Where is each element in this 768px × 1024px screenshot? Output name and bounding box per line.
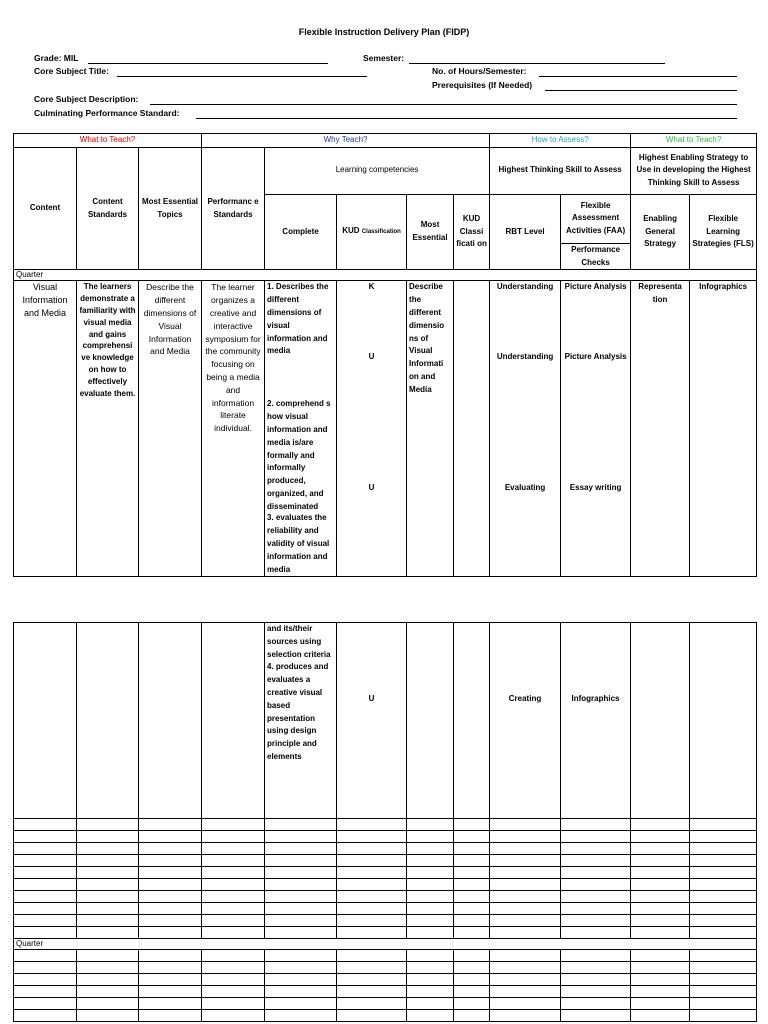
- blank-cell: [265, 974, 337, 986]
- blank-cell: [690, 903, 757, 915]
- blank-cell: [77, 879, 139, 891]
- blank-cell: [454, 831, 490, 843]
- blank-cell: [407, 950, 454, 962]
- fidp-table-1: [13, 133, 757, 577]
- blank-cell: [407, 891, 454, 903]
- blank-cell: [631, 867, 690, 879]
- blank-cell: [690, 843, 757, 855]
- blank-cell: [631, 855, 690, 867]
- blank-cell: [77, 915, 139, 927]
- essential-topics-cell: Describe the different dimensions of Visual Information and Media: [139, 281, 202, 577]
- blank-cell: [454, 903, 490, 915]
- fls-header: Flexible Learning Strategies (FLS): [690, 194, 757, 270]
- blank-cell: [139, 867, 202, 879]
- blank-cell: [77, 855, 139, 867]
- rbt-level-header: RBT Level: [490, 194, 561, 270]
- blank-cell: [490, 831, 561, 843]
- blank-cell: [337, 819, 407, 831]
- essential-topics-cell-2: [139, 623, 202, 819]
- blank-cell: [139, 974, 202, 986]
- blank-cell: [631, 903, 690, 915]
- blank-cell: [407, 879, 454, 891]
- blank-row: [14, 998, 757, 1010]
- blank-cell: [14, 867, 77, 879]
- blank-cell: [202, 974, 265, 986]
- blank-cell: [631, 843, 690, 855]
- blank-cell: [337, 1010, 407, 1022]
- blank-cell: [690, 986, 757, 998]
- enabling-cell-2: [631, 623, 690, 819]
- faa-3: Essay writing: [569, 483, 622, 493]
- blank-cell: [407, 962, 454, 974]
- blank-cell: [690, 867, 757, 879]
- blank-cell: [202, 927, 265, 939]
- blank-cell: [139, 819, 202, 831]
- content-standards-cell-2: [77, 623, 139, 819]
- blank-row: [14, 891, 757, 903]
- prereq-line[interactable]: [545, 90, 737, 91]
- blank-cell: [454, 819, 490, 831]
- fls-cell-2: [690, 623, 757, 819]
- faa-4: Infographics: [561, 623, 631, 819]
- hours-line[interactable]: [539, 76, 737, 77]
- blank-cell: [14, 891, 77, 903]
- blank-cell: [690, 879, 757, 891]
- core-subject-title-label: Core Subject Title:: [34, 66, 109, 76]
- blank-cell: [139, 903, 202, 915]
- performance-standards-header: Performanc e Standards: [202, 147, 265, 270]
- blank-cell: [139, 855, 202, 867]
- blank-cell: [407, 831, 454, 843]
- blank-cell: [265, 962, 337, 974]
- blank-cell: [561, 891, 631, 903]
- blank-cell: [265, 986, 337, 998]
- blank-cell: [690, 855, 757, 867]
- blank-cell: [690, 950, 757, 962]
- blank-cell: [490, 1010, 561, 1022]
- blank-cell: [202, 962, 265, 974]
- enabling-general-header: Enabling General Strategy: [631, 194, 690, 270]
- blank-cell: [14, 819, 77, 831]
- blank-cell: [454, 974, 490, 986]
- blank-cell: [77, 962, 139, 974]
- performance-standards-cell: The learner organizes a creative and interactive symposium for the community focusing on being a media and information literate individual.: [202, 281, 265, 577]
- blank-cell: [631, 879, 690, 891]
- blank-cell: [690, 831, 757, 843]
- rbt-1: Understanding: [496, 282, 554, 292]
- grade-line: [88, 63, 328, 64]
- blank-row: [14, 950, 757, 962]
- blank-cell: [139, 831, 202, 843]
- blank-cell: [561, 867, 631, 879]
- blank-cell: [337, 867, 407, 879]
- blank-row: [14, 986, 757, 998]
- blank-cell: [265, 915, 337, 927]
- blank-cell: [337, 998, 407, 1010]
- blank-cell: [265, 855, 337, 867]
- blank-cell: [690, 962, 757, 974]
- blank-cell: [14, 962, 77, 974]
- quarter-row-2: [14, 939, 757, 950]
- how-to-assess-header: How to Assess?: [490, 134, 631, 148]
- blank-cell: [490, 962, 561, 974]
- blank-cell: [631, 927, 690, 939]
- blank-cell: [407, 927, 454, 939]
- blank-cell: [202, 879, 265, 891]
- blank-cell: [454, 891, 490, 903]
- learning-competencies-header: Learning competencies: [265, 147, 490, 194]
- rbt-3: Evaluating: [504, 483, 546, 493]
- rbt-2: Understanding: [496, 352, 554, 362]
- kud-classification-header-2: KUD Classi ficati on: [454, 194, 490, 270]
- blank-cell: [454, 843, 490, 855]
- blank-cell: [561, 927, 631, 939]
- blank-cell: [265, 950, 337, 962]
- kud-2: U: [368, 352, 375, 362]
- blank-cell: [407, 843, 454, 855]
- document-title: Flexible Instruction Delivery Plan (FIDP): [298, 27, 470, 37]
- blank-cell: [202, 1010, 265, 1022]
- blank-cell: [14, 855, 77, 867]
- blank-cell: [490, 843, 561, 855]
- blank-cell: [14, 927, 77, 939]
- blank-cell: [407, 903, 454, 915]
- rbt-4: Creating: [490, 623, 561, 819]
- blank-cell: [561, 950, 631, 962]
- blank-row: [14, 962, 757, 974]
- competency-3: 3. evaluates the reliability and validity of visual information and media: [267, 513, 330, 574]
- description-label: Core Subject Description:: [34, 94, 139, 104]
- blank-cell: [202, 903, 265, 915]
- blank-cell: [337, 915, 407, 927]
- content-cell-2: [14, 623, 77, 819]
- blank-cell: [631, 950, 690, 962]
- most-essential-header: Most Essential: [407, 194, 454, 270]
- blank-cell: [265, 927, 337, 939]
- blank-cell: [265, 831, 337, 843]
- blank-row: [14, 974, 757, 986]
- competencies-cell: [265, 281, 337, 577]
- blank-cell: [202, 998, 265, 1010]
- faa-cell: [561, 281, 631, 577]
- blank-cell: [561, 843, 631, 855]
- blank-cell: [454, 915, 490, 927]
- blank-cell: [77, 998, 139, 1010]
- blank-cell: [561, 879, 631, 891]
- blank-cell: [77, 927, 139, 939]
- blank-cell: [202, 915, 265, 927]
- semester-label: Semester:: [363, 53, 405, 63]
- blank-cell: [139, 986, 202, 998]
- fidp-table-2: [13, 622, 757, 1022]
- blank-cell: [561, 986, 631, 998]
- faa-header: Flexible Assessment Activities (FAA): [561, 194, 631, 243]
- performance-checks-header: Performance Checks: [561, 243, 631, 270]
- blank-cell: [202, 891, 265, 903]
- blank-cell: [265, 879, 337, 891]
- faa-2: Picture Analysis: [564, 352, 627, 362]
- blank-row: [14, 927, 757, 939]
- blank-cell: [139, 950, 202, 962]
- kud-4: U: [337, 623, 407, 819]
- blank-cell: [14, 950, 77, 962]
- blank-cell: [407, 819, 454, 831]
- blank-cell: [77, 891, 139, 903]
- blank-cell: [14, 879, 77, 891]
- blank-cell: [690, 927, 757, 939]
- blank-cell: [490, 927, 561, 939]
- blank-cell: [77, 819, 139, 831]
- blank-row: [14, 831, 757, 843]
- hours-label: No. of Hours/Semester:: [432, 66, 527, 76]
- blank-cell: [454, 879, 490, 891]
- blank-cell: [139, 1010, 202, 1022]
- most-essential-cell-2: [407, 623, 454, 819]
- kud-classification-cell-2: [454, 623, 490, 819]
- blank-cell: [202, 831, 265, 843]
- content-header: Content: [14, 147, 77, 270]
- blank-cell: [14, 1010, 77, 1022]
- competency-1: 1. Describes the different dimensions of visual information and media: [267, 282, 329, 356]
- blank-cell: [202, 867, 265, 879]
- blank-cell: [139, 891, 202, 903]
- highest-thinking-header: Highest Thinking Skill to Assess: [490, 147, 631, 194]
- blank-cell: [561, 831, 631, 843]
- blank-cell: [454, 962, 490, 974]
- blank-cell: [407, 915, 454, 927]
- most-essential-cell: Describe the different dimensio ns of Visual Informati on and Media: [407, 281, 454, 577]
- blank-cell: [490, 855, 561, 867]
- blank-cell: [77, 986, 139, 998]
- blank-cell: [77, 843, 139, 855]
- kud-cell: [337, 281, 407, 577]
- essential-topics-header: Most Essential Topics: [139, 147, 202, 270]
- kud-classification-header: KUD Classification: [337, 194, 407, 270]
- blank-cell: [407, 974, 454, 986]
- blank-cell: [14, 903, 77, 915]
- blank-cell: [454, 867, 490, 879]
- faa-1: Picture Analysis: [564, 282, 627, 292]
- blank-cell: [454, 986, 490, 998]
- culminating-line[interactable]: [196, 118, 737, 119]
- blank-cell: [407, 1010, 454, 1022]
- blank-cell: [139, 998, 202, 1010]
- blank-cell: [561, 1010, 631, 1022]
- blank-cell: [690, 819, 757, 831]
- blank-cell: [77, 831, 139, 843]
- quarter-label: Quarter: [14, 270, 757, 281]
- blank-cell: [690, 915, 757, 927]
- quarter-label-2: Quarter: [14, 939, 757, 950]
- blank-cell: [490, 819, 561, 831]
- blank-cell: [265, 867, 337, 879]
- blank-cell: [407, 855, 454, 867]
- blank-cell: [14, 986, 77, 998]
- blank-cell: [490, 915, 561, 927]
- blank-row: [14, 819, 757, 831]
- why-teach-header: Why Teach?: [202, 134, 490, 148]
- what-to-teach-header-2: What to Teach?: [631, 134, 757, 148]
- blank-cell: [139, 915, 202, 927]
- blank-cell: [631, 819, 690, 831]
- blank-cell: [561, 903, 631, 915]
- blank-cell: [14, 998, 77, 1010]
- blank-cell: [77, 950, 139, 962]
- blank-cell: [139, 879, 202, 891]
- content-standards-header: Content Standards: [77, 147, 139, 270]
- prereq-label: Prerequisites (If Needed): [432, 80, 533, 90]
- blank-cell: [202, 819, 265, 831]
- blank-cell: [690, 974, 757, 986]
- blank-cell: [631, 891, 690, 903]
- blank-cell: [561, 974, 631, 986]
- blank-cell: [77, 974, 139, 986]
- competency-4: 4. produces and evaluates a creative visual based presentation using design principle and elements: [267, 662, 329, 761]
- blank-cell: [337, 843, 407, 855]
- blank-cell: [202, 843, 265, 855]
- blank-cell: [265, 903, 337, 915]
- blank-cell: [337, 831, 407, 843]
- blank-cell: [490, 998, 561, 1010]
- blank-cell: [407, 986, 454, 998]
- blank-cell: [202, 950, 265, 962]
- blank-cell: [490, 986, 561, 998]
- blank-cell: [561, 855, 631, 867]
- content-standards-cell: The learners demonstrate a familiarity with visual media and gains comprehensi ve knowledge on how to effectively evaluate them.: [77, 281, 139, 577]
- blank-row: [14, 903, 757, 915]
- blank-cell: [337, 879, 407, 891]
- fls-cell: Infographics: [690, 281, 757, 577]
- blank-cell: [14, 843, 77, 855]
- blank-cell: [265, 1010, 337, 1022]
- blank-cell: [265, 998, 337, 1010]
- kud-1: K: [368, 282, 375, 292]
- rbt-cell: [490, 281, 561, 577]
- enabling-cell: Representa tion: [631, 281, 690, 577]
- blank-cell: [561, 998, 631, 1010]
- blank-cell: [265, 819, 337, 831]
- what-to-teach-header: What to Teach?: [14, 134, 202, 148]
- blank-row: [14, 879, 757, 891]
- blank-cell: [265, 891, 337, 903]
- blank-cell: [407, 998, 454, 1010]
- blank-cell: [202, 855, 265, 867]
- competency-2: 2. comprehend s how visual information and media is/are formally and informally produced, organized, and disseminated: [267, 399, 331, 511]
- blank-cell: [337, 891, 407, 903]
- competencies-cell-2: [265, 623, 337, 819]
- semester-line[interactable]: [409, 63, 665, 64]
- blank-cell: [337, 950, 407, 962]
- blank-cell: [265, 843, 337, 855]
- blank-cell: [631, 986, 690, 998]
- blank-cell: [690, 998, 757, 1010]
- blank-cell: [561, 962, 631, 974]
- core-subject-title-line[interactable]: [117, 76, 367, 77]
- blank-row: [14, 843, 757, 855]
- blank-cell: [337, 974, 407, 986]
- performance-standards-cell-2: [202, 623, 265, 819]
- description-line[interactable]: [150, 104, 737, 105]
- blank-cell: [631, 962, 690, 974]
- blank-cell: [337, 986, 407, 998]
- blank-cell: [337, 927, 407, 939]
- kud-classification-cell: [454, 281, 490, 577]
- blank-cell: [337, 855, 407, 867]
- blank-cell: [631, 831, 690, 843]
- competency-3-cont: and its/their sources using selection criteria: [267, 624, 331, 659]
- blank-row: [14, 855, 757, 867]
- blank-cell: [690, 891, 757, 903]
- content-cell: Visual Information and Media: [14, 281, 77, 577]
- blank-row: [14, 915, 757, 927]
- blank-cell: [77, 867, 139, 879]
- complete-header: Complete: [265, 194, 337, 270]
- blank-cell: [454, 1010, 490, 1022]
- blank-cell: [490, 903, 561, 915]
- blank-cell: [337, 962, 407, 974]
- blank-cell: [561, 819, 631, 831]
- blank-cell: [139, 927, 202, 939]
- blank-cell: [490, 867, 561, 879]
- blank-cell: [454, 950, 490, 962]
- blank-cell: [490, 879, 561, 891]
- blank-row: [14, 1010, 757, 1022]
- blank-cell: [490, 974, 561, 986]
- blank-cell: [690, 1010, 757, 1022]
- blank-cell: [202, 986, 265, 998]
- blank-cell: [631, 974, 690, 986]
- blank-cell: [454, 998, 490, 1010]
- blank-cell: [139, 962, 202, 974]
- blank-cell: [454, 927, 490, 939]
- blank-row: [14, 867, 757, 879]
- blank-cell: [490, 950, 561, 962]
- kud-3: U: [368, 483, 375, 493]
- blank-cell: [631, 998, 690, 1010]
- blank-cell: [14, 974, 77, 986]
- blank-cell: [561, 915, 631, 927]
- blank-cell: [490, 891, 561, 903]
- blank-cell: [77, 1010, 139, 1022]
- blank-cell: [631, 1010, 690, 1022]
- blank-cell: [14, 831, 77, 843]
- blank-cell: [454, 855, 490, 867]
- blank-cell: [77, 903, 139, 915]
- blank-cell: [337, 903, 407, 915]
- culminating-label: Culminating Performance Standard:: [34, 108, 180, 118]
- highest-enabling-header: Highest Enabling Strategy to Use in developing the Highest Thinking Skill to Assess: [631, 147, 757, 194]
- blank-cell: [631, 915, 690, 927]
- grade-label: Grade: MIL: [34, 53, 79, 63]
- blank-cell: [407, 867, 454, 879]
- blank-cell: [14, 915, 77, 927]
- blank-cell: [139, 843, 202, 855]
